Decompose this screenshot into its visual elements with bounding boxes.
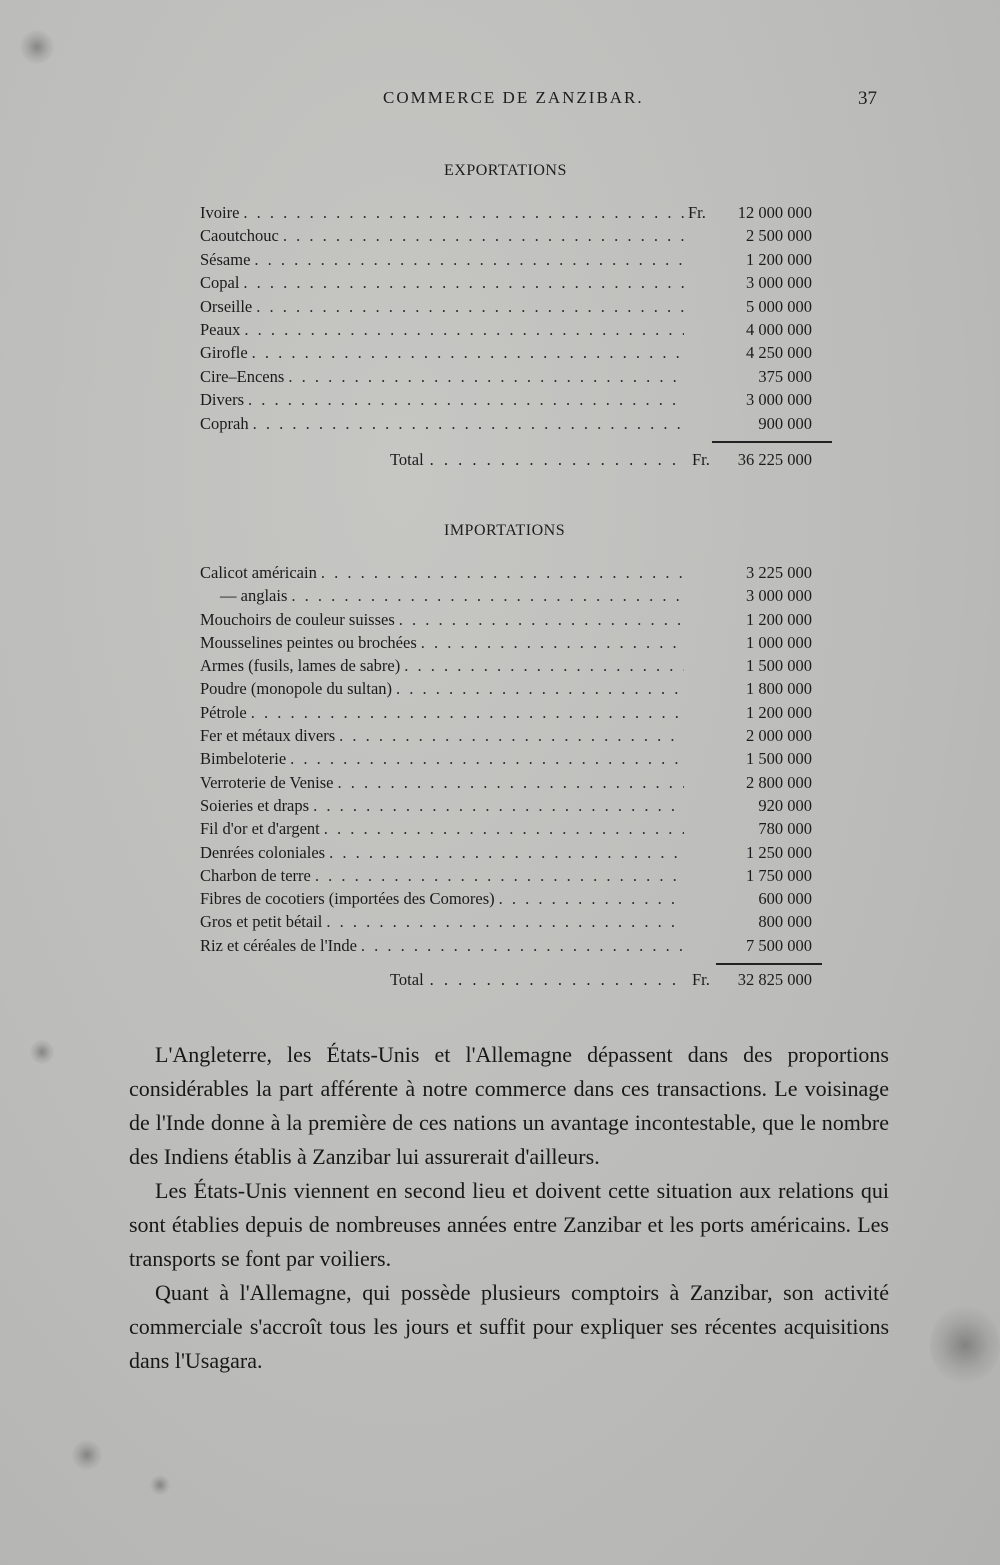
dot-leader (326, 910, 684, 933)
item-label: Denrées coloniales (200, 842, 326, 862)
ledger-row (200, 747, 812, 770)
paper-stain (30, 1040, 54, 1064)
ledger-row (200, 365, 812, 388)
ledger-row (200, 561, 812, 584)
ledger-row (200, 388, 812, 411)
total-currency: Fr. (692, 450, 710, 469)
dot-leader (421, 631, 684, 654)
dot-leader (244, 318, 684, 341)
item-label: Fibres de cocotiers (importées des Comores) (200, 889, 495, 909)
dot-leader (251, 701, 684, 724)
item-label: Soieries et draps (200, 795, 310, 815)
ledger-row (200, 412, 812, 435)
paragraph: Les États-Unis viennent en second lieu et doivent cette situation aux relations qui sont établies depuis de nombreuses années entre Zanzibar et les ports américains. Les transports se font par voiliers. (129, 1178, 889, 1271)
dot-leader (337, 771, 684, 794)
item-amount: 4 000 000 (746, 319, 812, 339)
item-amount: 7 500 000 (746, 935, 812, 955)
item-label: Ivoire (200, 203, 240, 222)
ledger-row (200, 271, 812, 294)
paragraph: Quant à l'Allemagne, qui possède plusieurs comptoirs à Zanzibar, son activité commerciale s'accroît tous les jours et suffit pour expliquer ses récentes acquisitions dans l'Usagara. (129, 1280, 889, 1373)
dot-leader (243, 201, 684, 224)
paper-stain (72, 1440, 102, 1470)
item-amount: 1 750 000 (746, 865, 812, 885)
ledger-row (200, 224, 812, 247)
ledger-row (200, 584, 812, 607)
item-amount: 1 200 000 (746, 609, 812, 629)
exportations-heading: EXPORTATIONS (444, 162, 567, 179)
dot-leader (248, 388, 684, 411)
item-amount: 1 250 000 (746, 842, 812, 862)
item-amount: 2 800 000 (746, 772, 812, 792)
item-label: Calicot américain (200, 563, 317, 582)
ledger-row (200, 677, 812, 700)
ledger-row (200, 608, 812, 631)
dot-leader (430, 450, 686, 470)
item-label: Copal (200, 273, 240, 293)
item-amount: 1 500 000 (746, 749, 812, 769)
ledger-row (200, 841, 812, 864)
ledger-row (200, 887, 812, 910)
ledger-row (200, 934, 812, 957)
dot-leader (254, 248, 684, 271)
ledger-row (200, 341, 812, 364)
item-label: Riz et céréales de l'Inde (200, 935, 357, 955)
paper-stain (20, 30, 54, 64)
item-label: Divers (200, 390, 244, 410)
paragraph: L'Angleterre, les États-Unis et l'Allemagne dépassent dans des proportions considérables la part afférente à notre commerce dans ces transactions. Le voisinage de l'Inde donne à la première de ces nations un avantage incontestable, que le nombre des Indiens établis à Zanzibar lui assurerait d'ailleurs. (129, 1042, 889, 1169)
item-amount: 375 000 (758, 366, 812, 386)
item-label: Caoutchouc (200, 226, 279, 246)
item-label: Mouchoirs de couleur suisses (200, 609, 395, 629)
item-amount: 2 000 000 (746, 726, 812, 746)
dot-leader (243, 271, 684, 294)
page-number: 37 (858, 88, 877, 109)
ledger-row (200, 794, 812, 817)
running-head (0, 88, 1000, 112)
item-amount: 800 000 (758, 912, 812, 932)
ledger-row (200, 631, 812, 654)
dot-leader (290, 747, 684, 770)
item-currency: Fr. (688, 203, 706, 222)
item-amount: 920 000 (758, 795, 812, 815)
item-amount: 3 000 000 (746, 586, 812, 606)
ledger-row (200, 910, 812, 933)
item-label: Charbon de terre (200, 865, 311, 885)
ledger-row (200, 701, 812, 724)
item-label: Poudre (monopole du sultan) (200, 679, 393, 699)
dot-leader (329, 841, 684, 864)
body-text (129, 1038, 889, 1378)
item-amount: 4 250 000 (746, 343, 812, 363)
ledger-row (200, 248, 812, 271)
dot-leader (252, 341, 684, 364)
dot-leader (361, 934, 684, 957)
total-rule (712, 441, 832, 443)
item-label: Bimbeloterie (200, 749, 287, 769)
importations-table (200, 561, 812, 957)
ledger-row (200, 771, 812, 794)
dot-leader (291, 584, 684, 607)
item-label: Peaux (200, 319, 241, 339)
paper-stain (930, 1305, 1000, 1385)
item-amount: 900 000 (758, 413, 812, 433)
item-amount: 3 225 000 (746, 563, 812, 582)
item-amount: 3 000 000 (746, 273, 812, 293)
dot-leader (288, 365, 684, 388)
dot-leader (253, 412, 684, 435)
ledger-row (200, 654, 812, 677)
item-label: Pétrole (200, 702, 247, 722)
dot-leader (339, 724, 684, 747)
total-currency: Fr. (692, 970, 710, 989)
item-label: Armes (fusils, lames de sabre) (200, 656, 401, 676)
item-label: Fil d'or et d'argent (200, 819, 320, 839)
exportations-total-row (390, 450, 812, 470)
dot-leader (256, 295, 684, 318)
ledger-row (200, 295, 812, 318)
dot-leader (313, 794, 684, 817)
item-label: — anglais (220, 586, 288, 606)
dot-leader (283, 224, 684, 247)
importations-heading: IMPORTATIONS (444, 522, 566, 539)
dot-leader (324, 817, 684, 840)
ledger-row (200, 201, 812, 224)
item-label: Orseille (200, 296, 253, 316)
item-amount: 1 500 000 (746, 656, 812, 676)
ledger-row (200, 817, 812, 840)
item-label: Girofle (200, 343, 248, 363)
total-amount: 32 825 000 (737, 970, 812, 989)
total-label: Total (390, 450, 424, 469)
dot-leader (499, 887, 684, 910)
item-amount: 3 000 000 (746, 390, 812, 410)
item-amount: 600 000 (758, 889, 812, 909)
exportations-table (200, 201, 812, 435)
total-rule (716, 963, 822, 965)
item-amount: 5 000 000 (746, 296, 812, 316)
item-label: Gros et petit bétail (200, 912, 323, 932)
dot-leader (430, 970, 686, 990)
item-label: Verroterie de Venise (200, 772, 334, 792)
item-amount: 1 000 000 (746, 632, 812, 652)
running-title: COMMERCE DE ZANZIBAR. (383, 88, 644, 107)
total-label: Total (390, 970, 424, 989)
item-amount: 2 500 000 (746, 226, 812, 246)
item-label: Sésame (200, 249, 251, 269)
dot-leader (396, 677, 684, 700)
ledger-row (200, 318, 812, 341)
dot-leader (321, 561, 684, 584)
item-amount: 1 200 000 (746, 702, 812, 722)
paper-stain (150, 1475, 170, 1495)
item-label: Coprah (200, 413, 249, 433)
total-amount: 36 225 000 (737, 450, 812, 469)
item-label: Cire–Encens (200, 366, 285, 386)
item-amount: 12 000 000 (737, 203, 812, 222)
ledger-row (200, 724, 812, 747)
item-label: Fer et métaux divers (200, 726, 336, 746)
dot-leader (399, 608, 684, 631)
dot-leader (404, 654, 684, 677)
item-amount: 1 200 000 (746, 249, 812, 269)
dot-leader (315, 864, 684, 887)
item-amount: 780 000 (758, 819, 812, 839)
item-amount: 1 800 000 (746, 679, 812, 699)
ledger-row (200, 864, 812, 887)
item-label: Mousselines peintes ou brochées (200, 632, 417, 652)
importations-total-row (390, 970, 812, 990)
